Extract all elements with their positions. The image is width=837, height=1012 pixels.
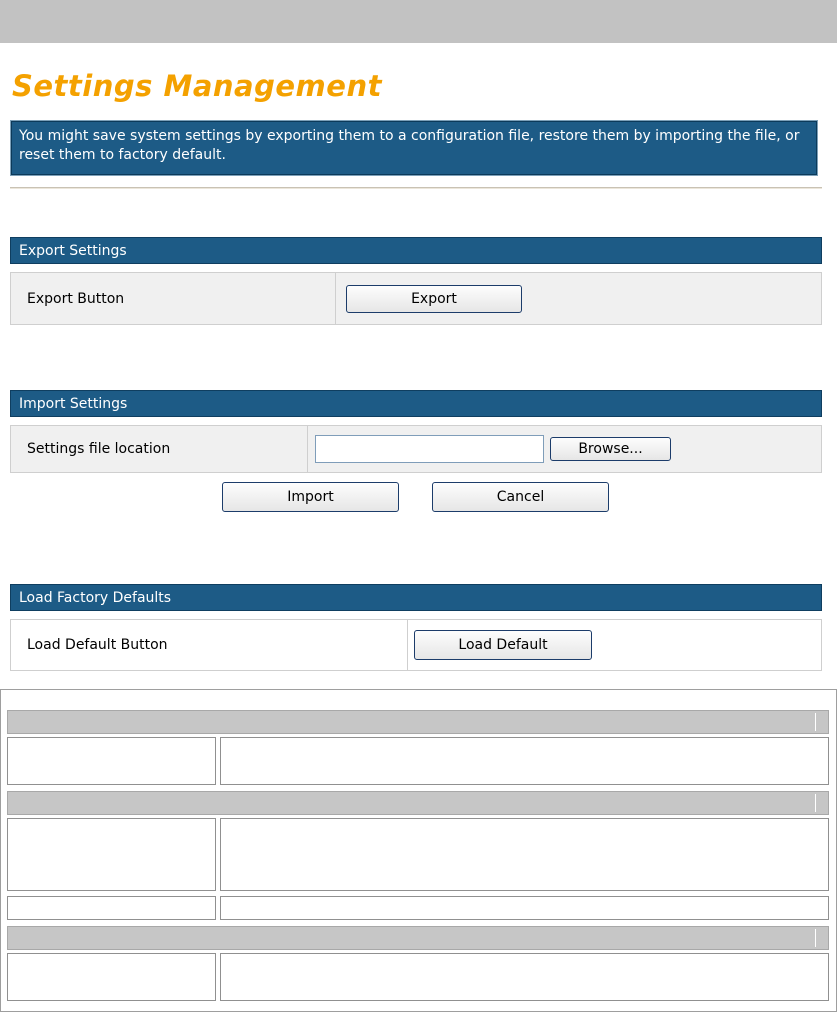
description-banner: You might save system settings by exporting them to a configuration file, restore them by importing the file, or reset them to factory default. [10,120,818,176]
load-default-value-cell [408,620,821,670]
top-bar [0,0,837,43]
grid-header-row [7,791,829,815]
load-default-label: Load Default Button [11,620,408,670]
divider [10,187,822,189]
export-button[interactable]: Export [346,285,522,313]
grid-header-cap [815,929,826,947]
settings-file-input[interactable] [315,435,544,463]
grid-cell [220,737,829,785]
export-settings-header: Export Settings [10,237,822,264]
export-label: Export Button [11,273,336,324]
grid-header-row [7,710,829,734]
empty-grid-table [0,689,837,1012]
cancel-button[interactable]: Cancel [432,482,609,512]
grid-cell [220,896,829,920]
grid-cell [7,818,216,891]
grid-header-cap [815,794,826,812]
settings-file-location-label: Settings file location [11,426,308,472]
grid-cell [220,818,829,891]
grid-cell [7,953,216,1001]
import-value-cell [308,426,821,472]
load-default-button[interactable]: Load Default [414,630,592,660]
page-title: Settings Management [12,69,382,103]
export-value-cell [336,273,821,324]
browse-button[interactable]: Browse... [550,437,671,461]
grid-cell [7,737,216,785]
load-factory-defaults-header: Load Factory Defaults [10,584,822,611]
grid-header-cap [815,713,826,731]
import-settings-header: Import Settings [10,390,822,417]
load-default-row [10,619,822,671]
import-row [10,425,822,473]
grid-cell [7,896,216,920]
grid-cell [220,953,829,1001]
import-button[interactable]: Import [222,482,399,512]
grid-header-row [7,926,829,950]
export-row [10,272,822,325]
